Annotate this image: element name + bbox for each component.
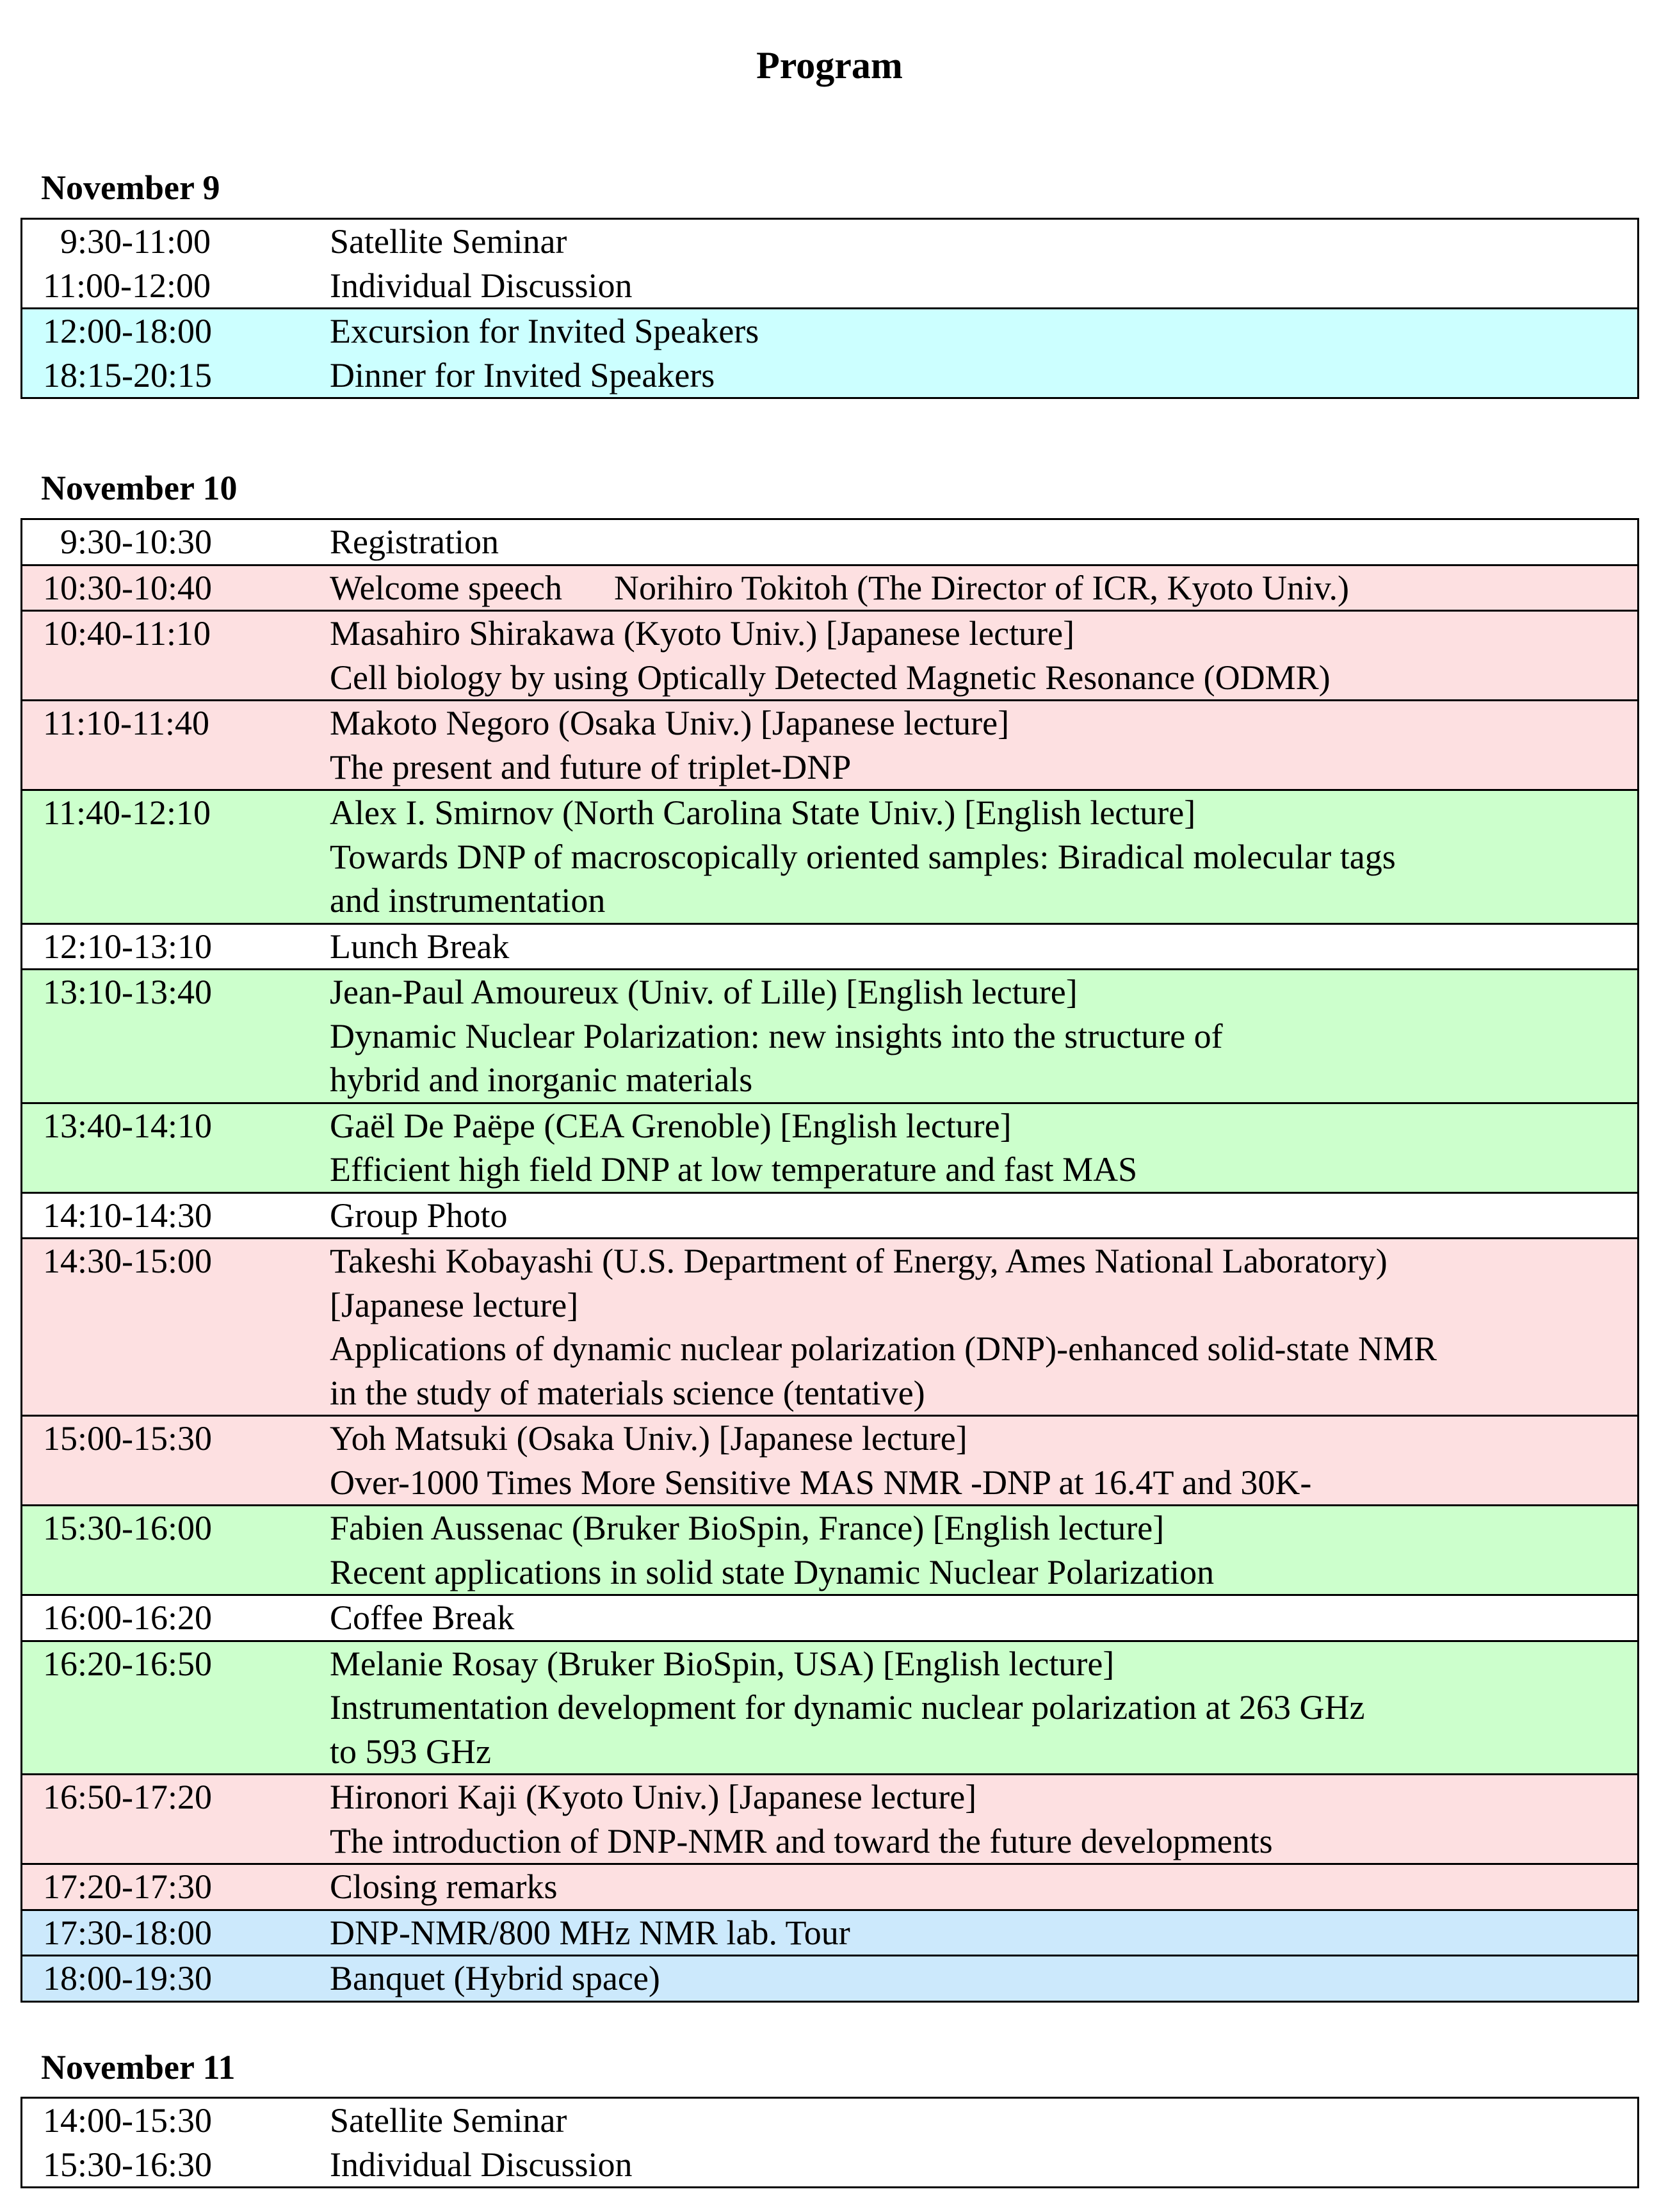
session-details	[330, 2143, 1637, 2187]
session-details	[330, 309, 1637, 354]
session-details	[330, 2099, 1637, 2143]
time-slot: 11:10-11:40	[43, 704, 209, 742]
session-text-line: Banquet (Hybrid space)	[330, 1959, 660, 1997]
session-text-line: Takeshi Kobayashi (U.S. Department of Energy, Ames National Laboratory)	[330, 1242, 1388, 1280]
time-slot: 16:20-16:50	[43, 1644, 212, 1683]
time-slot: 10:30-10:40	[43, 568, 212, 607]
time-slot: 9:30-11:00	[43, 222, 211, 261]
session-text-line: Group Photo	[330, 1196, 508, 1235]
session-text-line: to 593 GHz	[330, 1732, 491, 1771]
day-heading-nov-9: November 9	[41, 168, 220, 207]
time-slot: 13:40-14:10	[43, 1106, 212, 1145]
session-text-line: Excursion for Invited Speakers	[330, 312, 759, 350]
session-text-line: Registration	[330, 523, 499, 561]
session-details	[330, 701, 1637, 789]
time-slot: 15:30-16:30	[43, 2145, 212, 2184]
time-slot: 17:20-17:30	[43, 1867, 212, 1906]
schedule-row	[22, 1863, 1637, 1909]
schedule-row	[22, 789, 1637, 923]
session-text-line: The present and future of triplet-DNP	[330, 747, 852, 786]
session-details	[330, 1865, 1637, 1909]
session-details	[330, 925, 1637, 969]
schedule-row	[22, 699, 1637, 789]
session-text-line: Applications of dynamic nuclear polarization (DNP)-enhanced solid-state NMR	[330, 1330, 1437, 1368]
schedule-row	[22, 264, 1637, 308]
session-text-line: Recent applications in solid state Dynamic Nuclear Polarization	[330, 1552, 1215, 1591]
session-text-line: Dynamic Nuclear Polarization: new insights into the structure of	[330, 1016, 1223, 1055]
session-text-line: Over-1000 Times More Sensitive MAS NMR -DNP at 16.4T and 30K-	[330, 1463, 1312, 1502]
session-details	[330, 264, 1637, 308]
session-details	[330, 1642, 1637, 1774]
schedule-row	[22, 1594, 1637, 1640]
session-details	[330, 220, 1637, 264]
session-details	[330, 1911, 1637, 1955]
session-text-line: Welcome speech Norihiro Tokitoh (The Director of ICR, Kyoto Univ.)	[330, 568, 1349, 607]
schedule-table-nov-11	[20, 2097, 1639, 2188]
schedule-row	[22, 2099, 1637, 2143]
time-slot: 17:30-18:00	[43, 1913, 212, 1952]
schedule-row	[22, 1504, 1637, 1594]
schedule-row	[22, 1415, 1637, 1504]
session-text-line: Satellite Seminar	[330, 2101, 567, 2140]
schedule-row	[22, 1909, 1637, 1955]
session-text-line: Individual Discussion	[330, 266, 633, 305]
session-text-line: Jean-Paul Amoureux (Univ. of Lille) [English lecture]	[330, 973, 1078, 1011]
time-slot: 11:00-12:00	[43, 266, 211, 305]
schedule-row	[22, 610, 1637, 699]
time-slot: 16:00-16:20	[43, 1598, 212, 1637]
session-text-line: Gaël De Paëpe (CEA Grenoble) [English lecture]	[330, 1106, 1012, 1145]
session-details	[330, 791, 1637, 923]
page-title: Program	[756, 44, 903, 86]
time-slot: 14:10-14:30	[43, 1196, 212, 1235]
schedule-row	[22, 2143, 1637, 2187]
time-slot: 15:30-16:00	[43, 1509, 212, 1547]
session-text-line: [Japanese lecture]	[330, 1285, 579, 1324]
session-text-line: Coffee Break	[330, 1598, 515, 1637]
session-text-line: Instrumentation development for dynamic nuclear polarization at 263 GHz	[330, 1688, 1365, 1727]
time-slot: 9:30-10:30	[43, 523, 212, 561]
session-text-line: Closing remarks	[330, 1867, 558, 1906]
session-details	[330, 970, 1637, 1102]
schedule-row	[22, 1773, 1637, 1863]
schedule-table-nov-9	[20, 218, 1639, 399]
time-slot: 18:15-20:15	[43, 355, 212, 394]
session-details	[330, 354, 1637, 398]
session-details	[330, 612, 1637, 699]
session-text-line: The introduction of DNP-NMR and toward the future developments	[330, 1821, 1273, 1860]
schedule-row	[22, 1640, 1637, 1774]
session-text-line: Yoh Matsuki (Osaka Univ.) [Japanese lecture]	[330, 1419, 967, 1458]
day-heading-nov-11: November 11	[41, 2048, 236, 2086]
session-text-line: hybrid and inorganic materials	[330, 1061, 753, 1099]
time-slot: 18:00-19:30	[43, 1959, 212, 1997]
session-text-line: Makoto Negoro (Osaka Univ.) [Japanese lecture]	[330, 704, 1010, 742]
session-text-line: Masahiro Shirakawa (Kyoto Univ.) [Japanese lecture]	[330, 614, 1075, 653]
time-slot: 14:00-15:30	[43, 2101, 212, 2140]
time-slot: 13:10-13:40	[43, 973, 212, 1011]
session-text-line: Towards DNP of macroscopically oriented samples: Biradical molecular tags	[330, 837, 1396, 876]
session-details	[330, 1104, 1637, 1192]
schedule-row	[22, 220, 1637, 264]
session-text-line: Melanie Rosay (Bruker BioSpin, USA) [English lecture]	[330, 1644, 1115, 1683]
schedule-row	[22, 1237, 1637, 1415]
session-text-line: and instrumentation	[330, 881, 606, 920]
session-details	[330, 1775, 1637, 1863]
day-heading-nov-10: November 10	[41, 469, 238, 507]
time-slot: 15:00-15:30	[43, 1419, 212, 1458]
session-text-line: in the study of materials science (tentative)	[330, 1373, 925, 1412]
time-slot: 10:40-11:10	[43, 614, 211, 653]
time-slot: 16:50-17:20	[43, 1778, 212, 1816]
time-slot: 12:10-13:10	[43, 927, 212, 966]
session-text-line: Efficient high field DNP at low temperature and fast MAS	[330, 1150, 1138, 1189]
session-text-line: DNP-NMR/800 MHz NMR lab. Tour	[330, 1913, 850, 1952]
schedule-row	[22, 307, 1637, 354]
session-details	[330, 566, 1637, 610]
session-text-line: Individual Discussion	[330, 2145, 633, 2184]
session-details	[330, 520, 1637, 564]
session-text-line: Dinner for Invited Speakers	[330, 355, 715, 394]
session-details	[330, 1506, 1637, 1594]
time-slot: 12:00-18:00	[43, 312, 212, 350]
session-details	[330, 1194, 1637, 1238]
time-slot: 11:40-12:10	[43, 793, 211, 832]
schedule-row	[22, 923, 1637, 969]
session-details	[330, 1239, 1637, 1415]
schedule-row	[22, 564, 1637, 610]
session-text-line: Hironori Kaji (Kyoto Univ.) [Japanese lecture]	[330, 1778, 977, 1816]
schedule-row	[22, 968, 1637, 1102]
session-details	[330, 1596, 1637, 1640]
time-slot: 14:30-15:00	[43, 1242, 212, 1280]
session-details	[330, 1417, 1637, 1504]
session-text-line: Lunch Break	[330, 927, 510, 966]
schedule-row	[22, 1955, 1637, 2001]
schedule-row	[22, 1192, 1637, 1238]
schedule-table-nov-10	[20, 518, 1639, 2003]
session-text-line: Fabien Aussenac (Bruker BioSpin, France) [English lecture]	[330, 1509, 1165, 1547]
schedule-row	[22, 520, 1637, 564]
session-details	[330, 1956, 1637, 2001]
schedule-row	[22, 354, 1637, 398]
session-text-line: Cell biology by using Optically Detected Magnetic Resonance (ODMR)	[330, 658, 1331, 697]
session-text-line: Alex I. Smirnov (North Carolina State Univ.) [English lecture]	[330, 793, 1196, 832]
session-text-line: Satellite Seminar	[330, 222, 567, 261]
schedule-row	[22, 1102, 1637, 1192]
